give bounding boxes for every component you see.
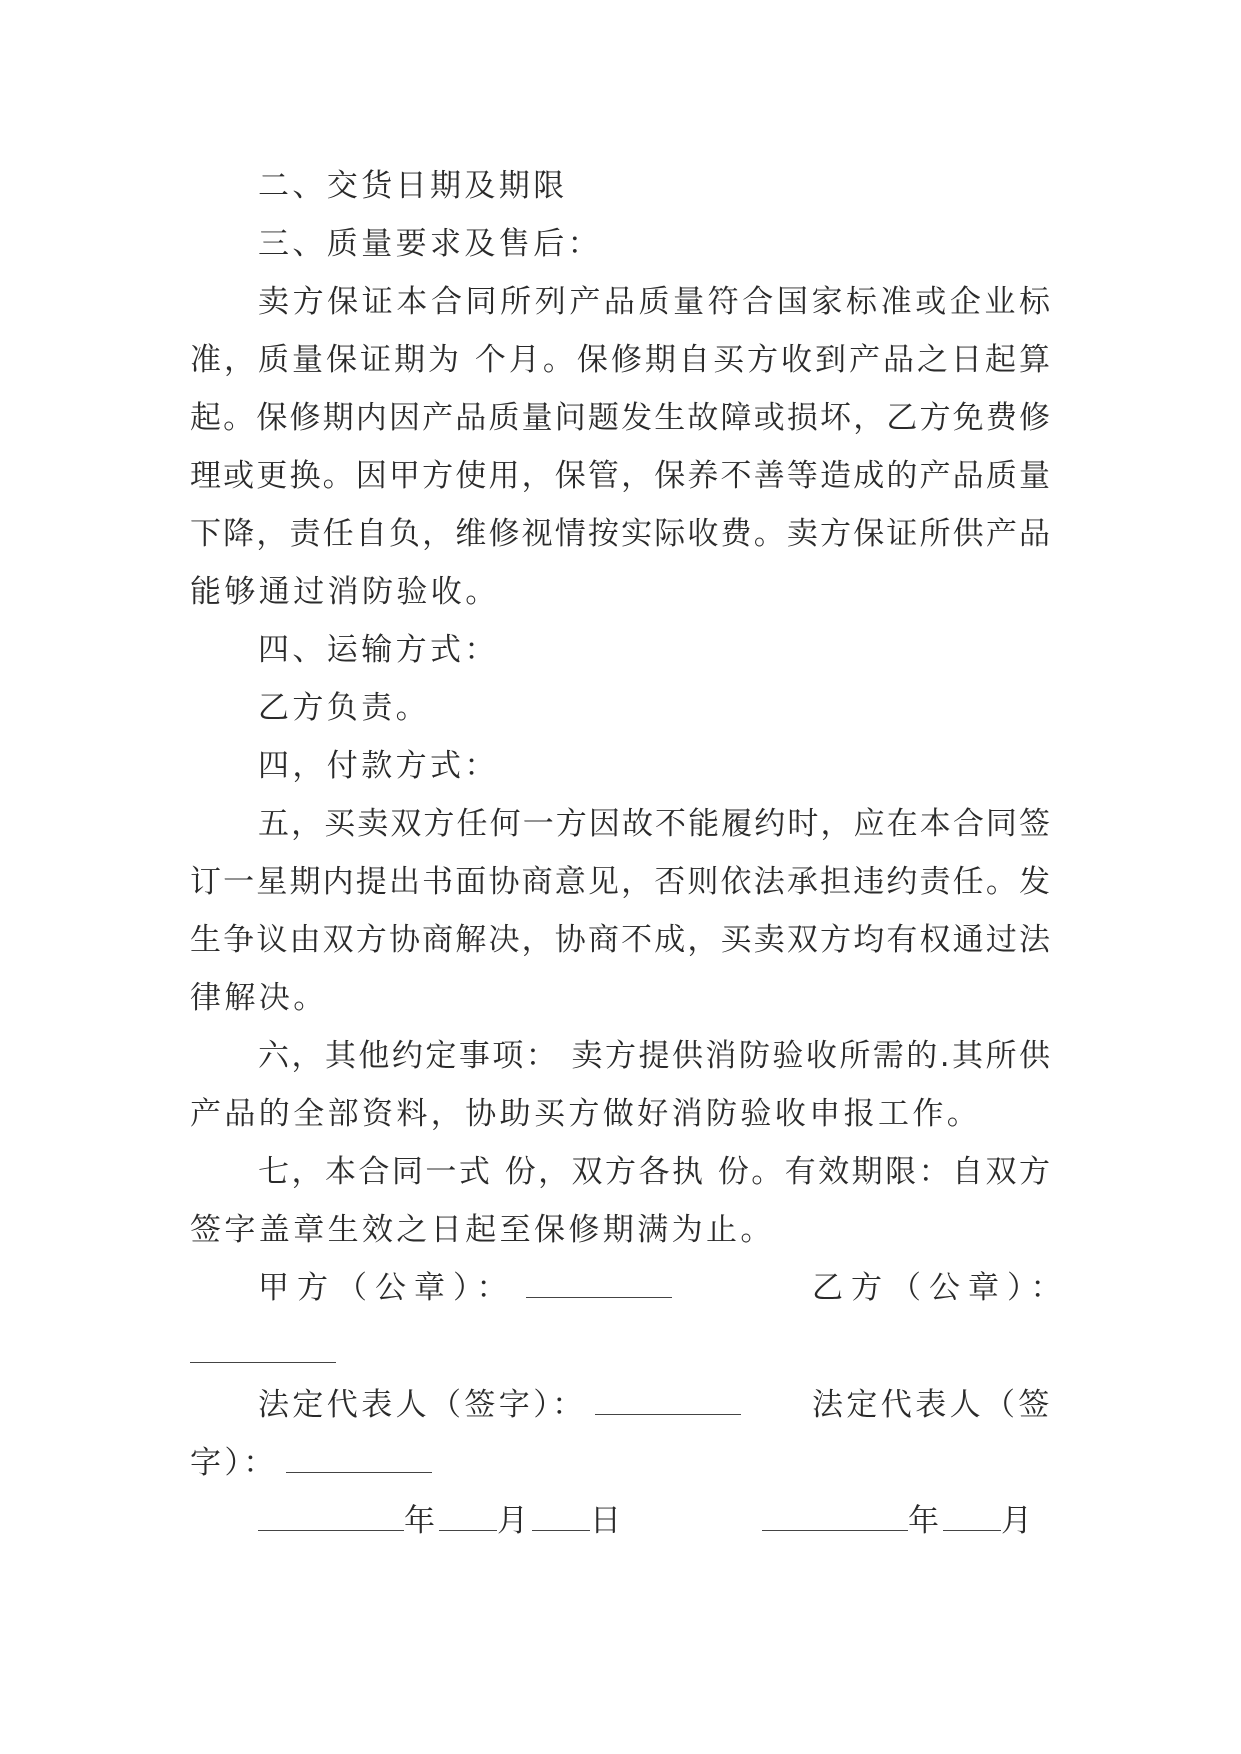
breach-line: 订一星期内提出书面协商意见，否则依法承担违约责任。发 <box>190 864 1050 900</box>
delivery-heading: 二、交货日期及期限 <box>258 168 568 204</box>
party-a-date-row <box>258 1501 621 1541</box>
quality-line: 理或更换。因甲方使用，保管，保养不善等造成的产品质量 <box>190 458 1050 494</box>
party-a-year-blank[interactable] <box>258 1504 404 1531</box>
party-b-year-blank[interactable] <box>762 1504 908 1531</box>
breach-line: 律解决。 <box>190 980 328 1016</box>
party-b-seal-blank[interactable] <box>190 1362 336 1363</box>
transport-heading: 四、运输方式： <box>258 632 499 668</box>
party-b-rep-label-part2: 字）： <box>190 1445 278 1481</box>
month-label: 月 <box>497 1503 528 1539</box>
party-a-rep-row <box>258 1385 741 1425</box>
copies-line: 七，本合同一式 份，双方各执 份。有效期限：自双方 <box>258 1154 1050 1190</box>
quality-line: 准，质量保证期为 个月。保修期自买方收到产品之日起算 <box>190 342 1050 378</box>
quality-line: 能够通过消防验收。 <box>190 574 500 610</box>
party-a-rep-label: 法定代表人（签字）： <box>258 1387 587 1423</box>
breach-line: 生争议由双方协商解决，协商不成，买卖双方均有权通过法 <box>190 922 1050 958</box>
other-line: 产品的全部资料，协助买方做好消防验收申报工作。 <box>190 1096 982 1132</box>
party-b-seal-label: 乙方（公章）： <box>812 1270 1070 1306</box>
year-label: 年 <box>908 1503 939 1539</box>
day-label: 日 <box>590 1503 621 1539</box>
year-label: 年 <box>404 1503 435 1539</box>
quality-heading: 三、质量要求及售后： <box>258 226 602 262</box>
party-a-seal-label: 甲方（公章）： <box>258 1270 516 1306</box>
payment-heading: 四，付款方式： <box>258 748 499 784</box>
party-a-day-blank[interactable] <box>532 1504 590 1531</box>
party-a-month-blank[interactable] <box>439 1504 497 1531</box>
transport-text: 乙方负责。 <box>258 690 430 726</box>
breach-line: 五，买卖双方任何一方因故不能履约时，应在本合同签 <box>258 806 1050 842</box>
quality-line: 起。保修期内因产品质量问题发生故障或损坏，乙方免费修 <box>190 400 1050 436</box>
party-a-seal-blank[interactable] <box>526 1271 672 1298</box>
party-b-rep-row <box>190 1443 432 1483</box>
party-b-month-blank[interactable] <box>943 1504 1001 1531</box>
party-a-seal-row <box>258 1268 672 1308</box>
party-b-date-row <box>762 1501 1032 1541</box>
other-line: 六，其他约定事项： 卖方提供消防验收所需的.其所供 <box>258 1038 1050 1074</box>
party-b-rep-label-part1: 法定代表人（签 <box>812 1387 1053 1423</box>
quality-line: 下降，责任自负，维修视情按实际收费。卖方保证所供产品 <box>190 516 1050 552</box>
month-label: 月 <box>1001 1503 1032 1539</box>
quality-line: 卖方保证本合同所列产品质量符合国家标准或企业标 <box>258 284 1050 320</box>
party-b-rep-blank[interactable] <box>286 1446 432 1473</box>
copies-line: 签字盖章生效之日起至保修期满为止。 <box>190 1212 775 1248</box>
party-a-rep-blank[interactable] <box>595 1388 741 1415</box>
